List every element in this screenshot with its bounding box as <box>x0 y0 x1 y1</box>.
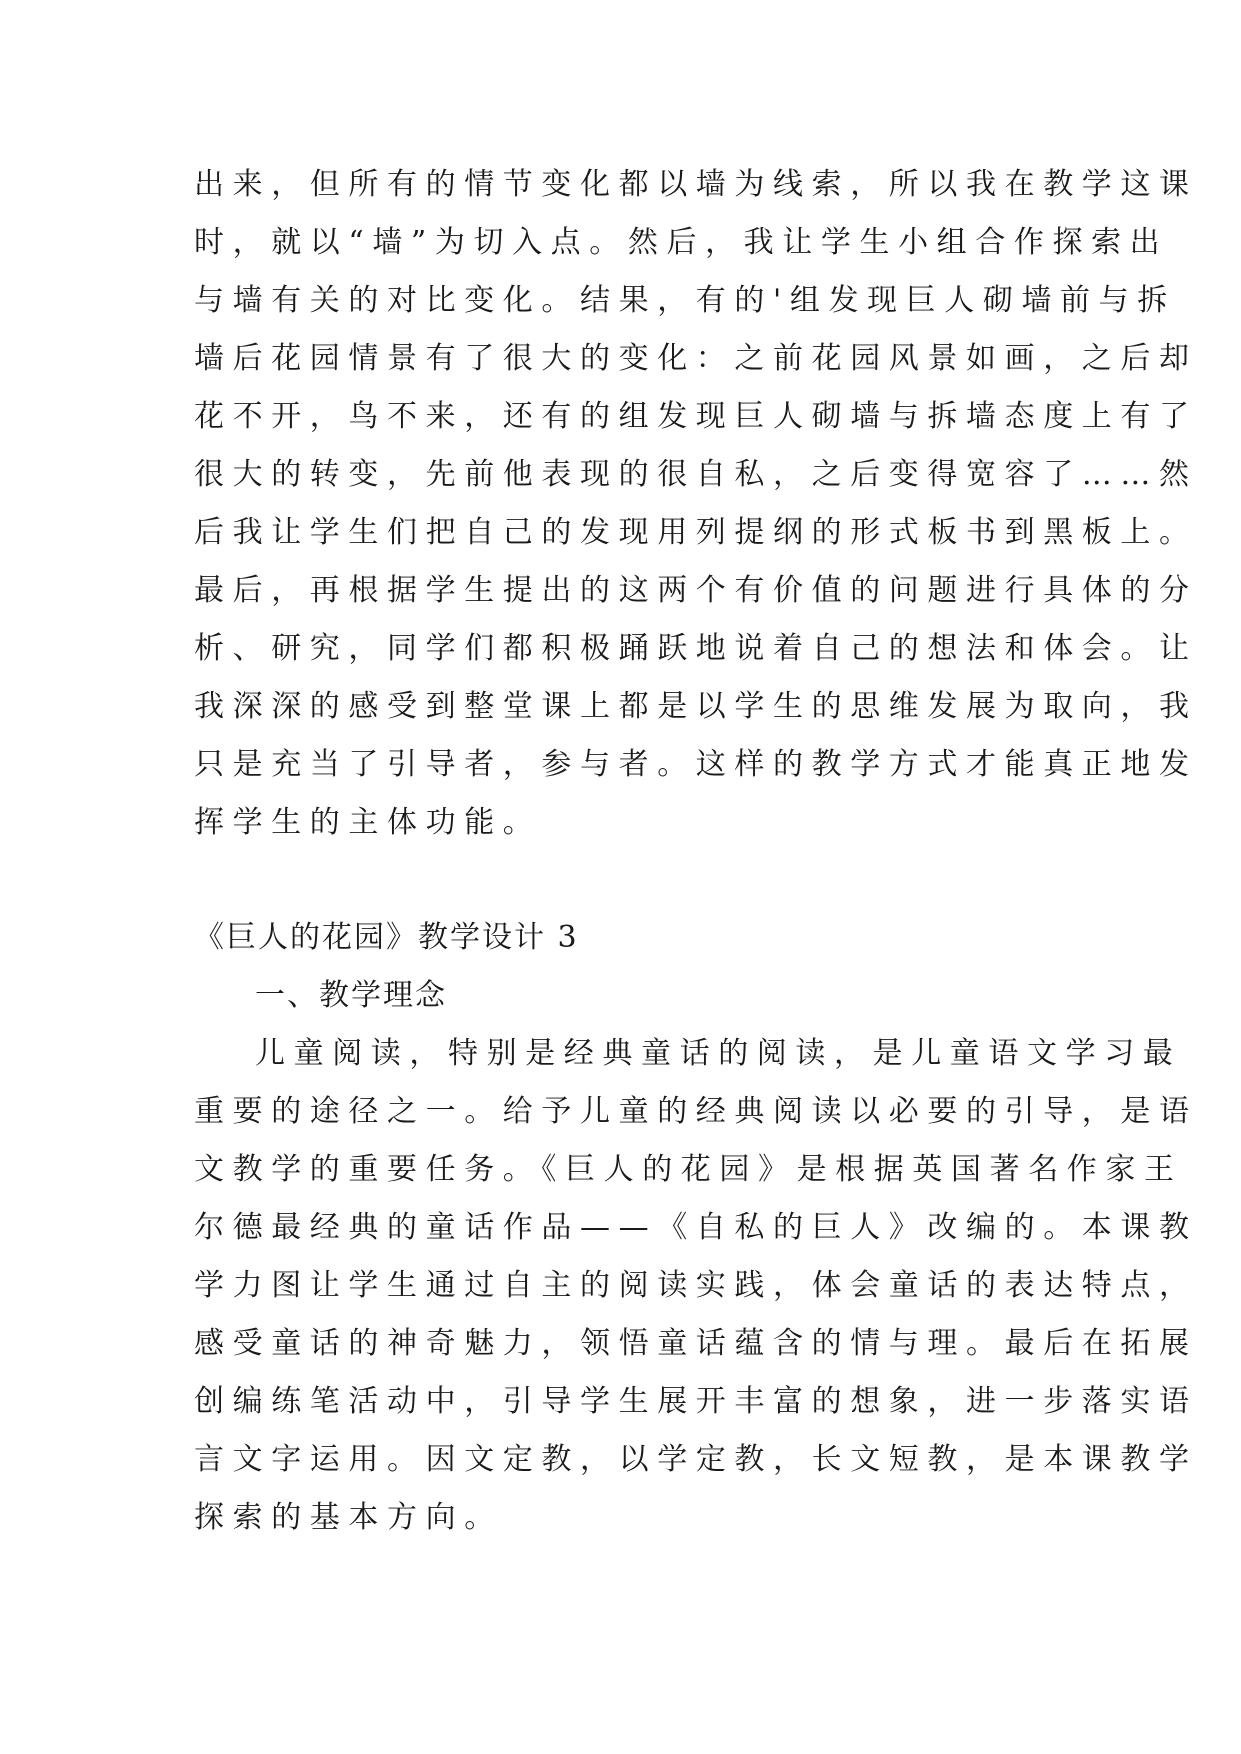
paragraph-line: 出来，但所有的情节变化都以墙为线索，所以我在教学这课 <box>194 167 1198 202</box>
paragraph-line: 重要的途径之一。给予儿童的经典阅读以必要的引导，是语 <box>194 1094 1198 1129</box>
paragraph-line: 感受童话的神奇魅力，领悟童话蕴含的情与理。最后在拓展 <box>194 1326 1198 1361</box>
paragraph-line: 花不开，鸟不来，还有的组发现巨人砌墙与拆墙态度上有了 <box>194 399 1198 434</box>
paragraph-line: 探索的基本方向。 <box>194 1500 503 1535</box>
paragraph-line: 创编练笔活动中，引导学生展开丰富的想象，进一步落实语 <box>194 1384 1198 1419</box>
paragraph-line: 挥学生的主体功能。 <box>194 805 542 840</box>
paragraph-line: 学力图让学生通过自主的阅读实践，体会童话的表达特点， <box>194 1268 1198 1303</box>
paragraph-line: 我深深的感受到整堂课上都是以学生的思维发展为取向，我 <box>194 689 1198 724</box>
paragraph-line: 尔德最经典的童话作品——《自私的巨人》改编的。本课教 <box>194 1210 1198 1245</box>
paragraph-line: 与墙有关的对比变化。结果，有的'组发现巨人砌墙前与拆 <box>194 283 1176 318</box>
paragraph-line: 析、研究，同学们都积极踊跃地说着自己的想法和体会。让 <box>194 631 1198 666</box>
paragraph-line: 时，就以“墙”为切入点。然后，我让学生小组合作探索出 <box>194 225 1169 260</box>
paragraph-line: 只是充当了引导者，参与者。这样的教学方式才能真正地发 <box>194 747 1198 782</box>
section-title: 《巨人的花园》教学设计 3 <box>194 920 579 955</box>
paragraph-line: 最后，再根据学生提出的这两个有价值的问题进行具体的分 <box>194 573 1198 608</box>
paragraph-line: 很大的转变，先前他表现的很自私，之后变得宽容了……然 <box>194 457 1198 492</box>
paragraph-line: 儿童阅读，特别是经典童话的阅读，是儿童语文学习最 <box>255 1036 1182 1071</box>
paragraph-line: 文教学的重要任务。《巨人的花园》是根据英国著名作家王 <box>194 1152 1183 1187</box>
paragraph-line: 后我让学生们把自己的发现用列提纲的形式板书到黑板上。 <box>194 515 1198 550</box>
paragraph-line: 墙后花园情景有了很大的变化：之前花园风景如画，之后却 <box>194 341 1198 376</box>
paragraph-line: 言文字运用。因文定教，以学定教，长文短教，是本课教学 <box>194 1442 1198 1477</box>
section-subheading: 一、教学理念 <box>255 978 447 1013</box>
